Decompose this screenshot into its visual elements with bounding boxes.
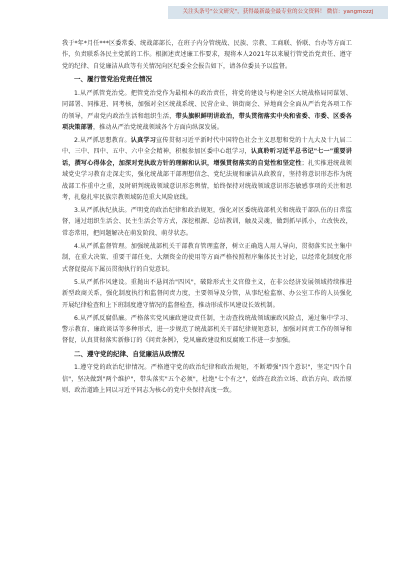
paragraph-text: 5.从严抓作风建设。重抛出不悬问治"四风"，破除形式主义官僚主义，在非公经济发展领域持续推进新型政商关系，强化制度执行和监督问责力度，主要领导及分管，从事纪检监察、办公室工作的人员强化开展纪律检查和上下班制度遵守情况的监督检查，推动形成作风建设长效机制。 [62,278,352,309]
paragraph-text: ；扎实推进统战领域党史学习教育走深走实，强化统战部干部理想信念、党纪法规和廉洁从政教育，坚持将意识形态作为统战部工作重中之重，及时研判统战领域意识形态舆情，始终保持对统战领域意识形态敏感事项的关注和思考，扎稳扎牢民族宗教领域防范重大风险底线。 [62,159,352,202]
paragraph-text: 宣传贯彻习近平新时代中国特色社会主义思想和党的十九大及十九届二中、三中、四中、五中、六中全会精神，积极参加区委中心组学习， [62,137,352,156]
body-paragraph [62,135,352,203]
section-heading: 二、遵守党的纪律、自觉廉洁从政情况 [74,349,185,358]
paragraph-text: 1.遵守党的政治纪律情况。严格遵守党的政治纪律和政治规矩，不断增强"四个意识"，坚定"四个自信"，坚决做到"两个维护"，带头落实"五个必须"，杜绝"七个有之"，始终在政治立场、政治方向、政治原则、政治道路上同以习近平同志为核心的党中央保持高度一致。 [62,364,352,395]
body-paragraph [62,205,352,239]
paragraph-text: 4.从严抓监督管理。加强统战部机关干部教育管理监督，树立正确选人用人导向，贯彻落实民主集中制，在重大决策、重要干部任免、大额资金的使用等方面严格按照程序集体民主讨论，以经常化制度化形式督促提高下属员贯彻执行的自觉意识。 [62,242,352,273]
emphasized-text: 认真聆听习近平总书记"七一"重要讲话，撰写心得体会，加深对党执政方针的理解和认识，增强贯彻落实的自觉性和坚定性 [62,148,352,167]
section-heading: 一、履行管党治党责任情况 [74,75,152,84]
emphasized-text: 认真学习 [130,137,157,145]
top-banner: 关注头条号"公文研究"，获得最新最全最专业的公文资料！ 微信：yangmozzj [168,6,388,19]
body-paragraph [62,313,352,347]
emphasized-text: 带头旗帜鲜明讲政治，带头贯彻落实中央和省委、市委、区委各项决策部署 [62,112,352,132]
body-paragraph [62,277,352,311]
body-paragraph [62,38,352,72]
paragraph-text: 1.从严抓管党治党。把管党治党作为最根本的政治责任，将党的建设与构建全区大统战格局同谋划、同部署、同推进、同考核，加强对全区统战系统、民营企业、镇街商会、异地商会全面从严治党各项工作的领导，严肃党内政治生活和组织生活， [62,89,352,120]
paragraph-text: 6.从严抓反腐倡廉。严格落实党风廉政建设责任制，主动查找统战领域廉政风险点，通过集中学习、警示教育、廉政谈话等多种形式，进一步规范了统战部机关干部纪律规矩意识，加强对问责工作的领导和督促，认真贯彻落实新修订的《问责条例》，党风廉政建设和反腐败工作进一步加强。 [62,314,352,345]
body-paragraph [62,88,352,134]
paragraph-text: 3.从严抓执纪执法。严明党的政治纪律和政治规矩，强化对区委统战部机关和统战干部队伍的日常监督，通过组织生活会、民主生活会等方式，深挖根源、总结教训，触及灵魂，做到抓早抓小，立改快改，常态常用，把问题解决在萌发阶段、萌芽状态。 [62,207,352,237]
body-paragraph [62,362,352,396]
document-body [62,38,352,398]
paragraph-text: ，推动从严治党统战领域各个方面向纵深发展。 [92,124,224,132]
body-paragraph [62,241,352,275]
paragraph-text: 我于*年*月任***区委常委、统战部部长，在班子内分管统战、民族、宗教、工商联、侨联、台办等方面工作，负责联系各民主党派的工作。根据述责述廉工作要求，现将本人2021年以来履行管党治党责任、遵守党的纪律、自觉廉洁从政等有关情况向区纪委全会报告如下，请各位委员予以监督。 [62,40,352,70]
paragraph-text: 2.从严抓思想教育。 [74,137,131,145]
